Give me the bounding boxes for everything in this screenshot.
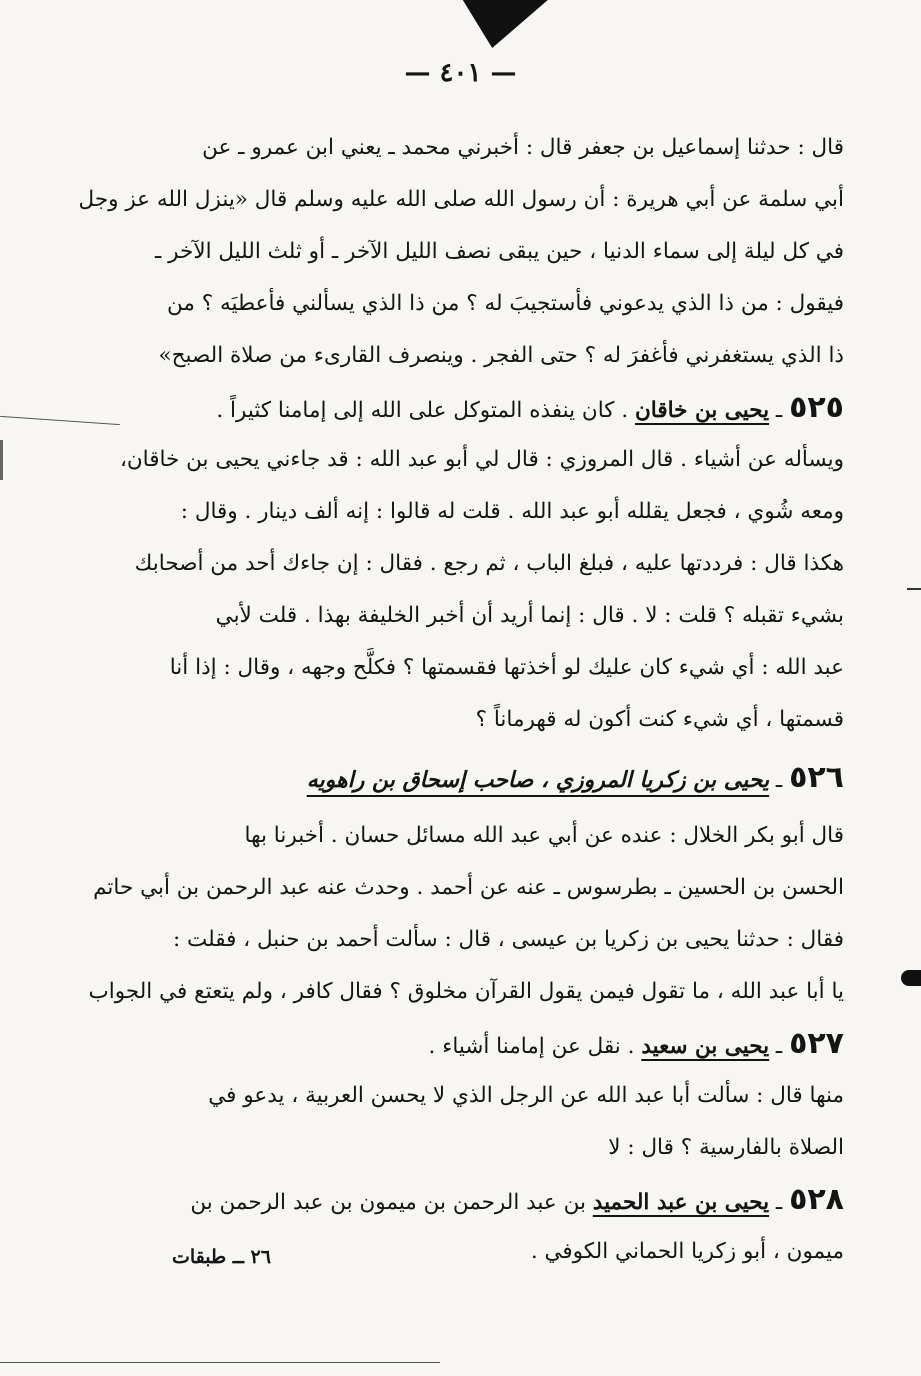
entry-525: ٥٢٥ ـ يحيى بن خاقان . كان ينفذه المتوكل على الله إلى إمامنا كثيراً . [216,390,844,425]
page-number: — ٤٠١ — [404,58,517,88]
text-line: ويسأله عن أشياء . قال المروزي : قال لي أبو عبد الله : قد جاءني يحيى بن خاقان، [119,447,844,472]
entry-526: ٥٢٦ ـ يحيى بن زكريا المروزي ، صاحب إسحاق بن راهويه [306,760,844,795]
scan-edge-mark [0,440,3,480]
scan-edge-mark [907,588,921,590]
entry-number: ٥٢٨ [789,1182,844,1217]
text-line: في كل ليلة إلى سماء الدنيا ، حين يبقى نصف الليل الآخر ـ أو ثلث الليل الآخر ـ [155,239,844,264]
entry-text: . نقل عن إمامنا أشياء . [428,1034,635,1059]
scan-artifact-line [0,416,120,425]
text-line: الحسن بن الحسين ـ بطرسوس ـ عنه عن أحمد . وحدث عنه عبد الرحمن بن أبي حاتم [93,875,844,900]
entry-527: ٥٢٧ ـ يحيى بن سعيد . نقل عن إمامنا أشياء . [428,1026,844,1061]
entry-title: يحيى بن زكريا المروزي ، صاحب إسحاق بن راهويه [306,767,770,793]
text-line: يا أبا عبد الله ، ما تقول فيمن يقول القرآن مخلوق ؟ فقال كافر ، ولم يتعتع في الجواب [88,979,844,1004]
text-line: قال أبو بكر الخلال : عنده عن أبي عبد الله مسائل حسان . أخبرنا بها [244,823,844,848]
text-line: عبد الله : أي شيء كان عليك لو أخذتها فقسمتها ؟ فكلَّح وجهه ، وقال : إذا أنا [169,655,844,680]
ink-blot [447,0,548,48]
text-line: منها قال : سألت أبا عبد الله عن الرجل الذي لا يحسن العربية ، يدعو في [208,1083,844,1108]
entry-name: يحيى بن خاقان [635,398,770,423]
text-line: بشيء تقبله ؟ قلت : لا . قال : إنما أريد أن أخبر الخليفة بهذا . قلت لأبي [215,603,844,628]
text-line: فقال : حدثنا يحيى بن زكريا بن عيسى ، قال : سألت أحمد بن حنبل ، فقلت : [172,927,844,952]
scan-artifact-line [0,1362,440,1363]
text-line: قسمتها ، أي شيء كنت أكون له قهرماناً ؟ [475,707,844,732]
entry-number: ٥٢٥ [789,390,844,425]
scan-edge-mark [901,970,921,986]
text-line: ذا الذي يستغفرني فأغفرَ له ؟ حتى الفجر . وينصرف القارىء من صلاة الصبح» [158,343,844,368]
text-line: فيقول : من ذا الذي يدعوني فأستجيبَ له ؟ من ذا الذي يسألني فأعطيَه ؟ من [167,291,844,316]
text-line: هكذا قال : فرددتها عليه ، فبلغ الباب ، ثم رجع . فقال : إن جاءك أحد من أصحابك [134,551,844,576]
text-line: ومعه شُوي ، فجعل يقلله أبو عبد الله . قلت له قالوا : إنه ألف دينار . وقال : [180,499,844,524]
entry-text: . كان ينفذه المتوكل على الله إلى إمامنا كثيراً . [216,398,629,423]
page-body [78,122,844,1278]
entry-number: ٥٢٦ [789,760,844,795]
text-line: قال : حدثنا إسماعيل بن جعفر قال : أخبرني محمد ـ يعني ابن عمرو ـ عن [202,135,844,160]
entry-528: ٥٢٨ ـ يحيى بن عبد الحميد بن عبد الرحمن بن ميمون بن عبد الرحمن بن [190,1182,844,1217]
page-footer-signature: ٢٦ ــ طبقات [172,1246,271,1268]
entry-text: بن عبد الرحمن بن ميمون بن عبد الرحمن بن [190,1190,586,1215]
text-line: الصلاة بالفارسية ؟ قال : لا [608,1135,844,1160]
text-line: أبي سلمة عن أبي هريرة : أن رسول الله صلى الله عليه وسلم قال «ينزل الله عز وجل [78,187,844,212]
entry-name: يحيى بن سعيد [641,1034,770,1059]
entry-number: ٥٢٧ [789,1026,844,1061]
text-line: ميمون ، أبو زكريا الحماني الكوفي . [530,1239,844,1264]
entry-name: يحيى بن عبد الحميد [592,1190,770,1215]
